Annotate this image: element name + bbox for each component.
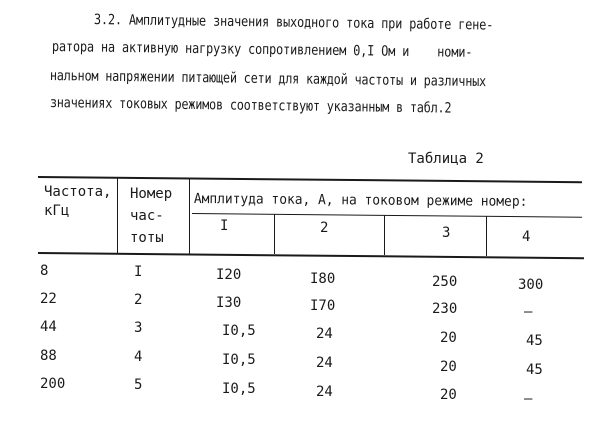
row-1-number: I [134,264,143,280]
row-4-mode-1: I0,5 [222,352,256,368]
header-mode-3: 3 [442,225,451,241]
row-3-mode-2: 24 [316,326,333,342]
header-frequency-line-2: кГц [44,203,70,219]
row-5-mode-3: 20 [440,387,457,403]
table-col-divider-1 [117,177,118,253]
row-2-mode-3: 230 [432,301,458,317]
row-1-mode-3: 250 [432,274,458,290]
row-4-mode-2: 24 [316,355,333,371]
table-amplitude-rule [192,213,582,218]
header-number-line-3: тоты [130,230,164,246]
header-mode-4: 4 [522,229,531,245]
row-2-number: 2 [134,292,143,308]
table-col-divider-3 [274,214,275,254]
row-4-number: 4 [134,349,143,365]
row-2-mode-4: – [524,304,533,320]
row-2-mode-1: I30 [216,295,242,311]
table-top-rule [38,176,582,183]
table-col-divider-4 [384,215,385,255]
paragraph-line-4: значениях токовых режимов соответствуют указанным в табл.2 [49,95,452,117]
header-amplitude: Амплитуда тока, А, на токовом режиме номер: [193,191,528,210]
table-header-bottom-rule [38,252,584,259]
row-3-mode-1: I0,5 [222,323,256,339]
row-1-mode-4: 300 [518,277,544,293]
paragraph-line-2: ратора на активную нагрузку сопротивлением 0,I Ом и номи- [51,39,473,61]
header-mode-1: I [220,218,229,234]
paragraph-line-1: 3.2. Амплитудные значения выходного тока при работе гене- [93,12,494,34]
row-3-mode-4: 45 [526,333,543,349]
header-number-line-2: час- [130,208,164,224]
row-4-mode-4: 45 [526,362,543,378]
row-5-mode-4: – [524,391,533,407]
row-4-mode-3: 20 [440,359,457,375]
row-3-mode-3: 20 [440,330,457,346]
row-5-mode-1: I0,5 [222,381,256,397]
row-4-frequency: 88 [40,348,57,364]
row-3-number: 3 [134,320,143,336]
table-col-divider-2 [189,178,190,254]
row-1-mode-1: I20 [216,267,242,283]
header-number-line-1: Номер [130,186,173,202]
row-5-frequency: 200 [40,376,66,392]
row-3-frequency: 44 [40,319,57,335]
header-mode-2: 2 [320,220,329,236]
table-col-divider-5 [486,216,487,256]
paragraph-line-3: нальном напряжении питающей сети для каждой частоты и различных [49,68,487,91]
header-frequency-line-1: Частота, [44,184,112,200]
row-1-frequency: 8 [40,263,49,279]
row-1-mode-2: I80 [310,271,336,287]
row-2-mode-2: I70 [310,298,336,314]
row-5-number: 5 [134,377,143,393]
row-2-frequency: 22 [40,291,57,307]
row-5-mode-2: 24 [316,384,333,400]
table-caption: Таблица 2 [408,151,484,167]
